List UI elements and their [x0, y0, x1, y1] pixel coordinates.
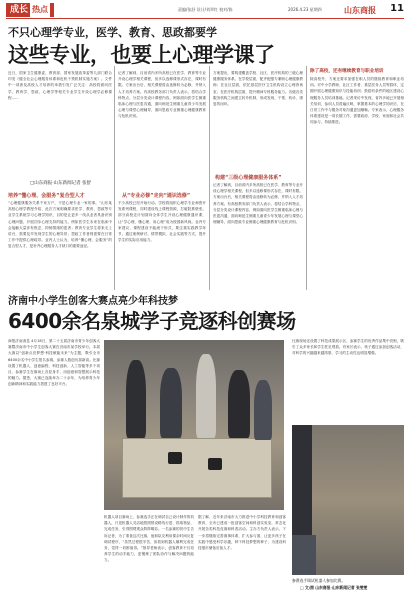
column-divider — [209, 66, 210, 290]
subhead-4: 除了高校，还有继续教育与职业培训 — [310, 69, 384, 74]
person-figure — [228, 370, 250, 438]
col3-text: 不少高校已经开始行动。学校将组织心理学专业师资开发系列课程，同时建设线上课程资源，打破院系壁垒。部分高校还计划面向全体学生开设心理健康通识课，让“学心理、懂心理、用心理”成为校园新风尚。业内专家建议，课程建设不能流于形式，要注重实践教学环节，通过案例研讨、情景模拟、社会实践等方式，提升学生的实际应用能力。 — [118, 201, 206, 243]
article1-col2 — [118, 70, 206, 190]
photo-caption: 参赛选手调试机器人参加比赛。 — [292, 578, 346, 583]
a2-col1-text: 商报济南消息 4月18日，第二十五届济南市青少年创客大赛暨济南市中小学生创客大赛在济南市某学校举行。本届大赛以“创新点亮梦想·科技赋能未来”为主题，吸引全市6400余名中小学生报名参赛，参赛人数创历届新高。比赛设置了机器人、创意编程、科技创新、人工智能等多个项目，参赛学生在赛场上各显身手，用创意和智慧展示科技的魅力。据悉，大赛已连续举办二十余年，为培养青少年创新精神和实践能力搭建了良好平台。 — [8, 339, 100, 387]
page-header — [6, 3, 404, 19]
person-figure — [160, 368, 182, 438]
column-divider — [306, 66, 307, 290]
person-figure — [126, 360, 146, 438]
person-figure — [196, 354, 216, 438]
col2-text: 记者了解到，目前省内多所高校已在医学、教育等专业开设心理学相关课程，但多以选修课形式存在，课时有限。方案出台后，相关课程将由选修转为必修，并纳入人才培养方案。有高校教务部门负责人表示，将结合学科特点，分层分类设计课程内容，例如面向医学生侧重临床心理与医患沟通，面向师范生侧重儿童青少年发展心理与课堂心理辅导，面向思政专业侧重心理健康教育与危机识别。 — [118, 71, 206, 119]
subhead-2: 从“专业必修”走向“通识选修” — [122, 193, 191, 199]
article1-col4a — [213, 70, 303, 170]
section-tag — [6, 3, 54, 17]
robot-competition-photo — [104, 340, 284, 510]
a2-col3-text: 据了解，近年来济南市大力推进中小学科技教育和创客教育，全市已建成一批创客空间和科创实验室，常态化开展各类科技竞赛和科普活动。主办方负责人表示，下一步将继续完善赛事体系，扩大参与面，让更多孩子在实践中感受科学乐趣，种下科技梦想的种子，为建设科技强市储备后备人才。 — [198, 515, 286, 551]
article1-col5 — [310, 76, 404, 288]
article1-col4b — [213, 182, 303, 288]
column-divider — [114, 66, 115, 290]
a2-col2-text: 机器人项目赛场上，参赛选手正在调试自己设计制作的机器人，只见机器人灵活地按照预设路线行进、抓取物品、完成任务，引得围观观众阵阵喝彩。一名参赛的初中生告诉记者，为了准备这次比赛，他和队友利用课余时间反复调试程序，“虽然过程很辛苦，但看到机器人顺利完成任务，觉得一切都值得。”指导老师表示，创客教育不仅培养学生的动手能力，更锻炼了团队协作与解决问题的能力。 — [104, 515, 194, 563]
robot-figure — [168, 452, 182, 464]
article1-col3 — [118, 200, 206, 288]
editor-meta: 责编/张舒 设计/刘翠红 校对/陈 — [178, 7, 233, 12]
students-photo — [292, 425, 404, 575]
article1-lead — [8, 70, 112, 180]
section-badge: 热点 — [30, 3, 50, 17]
photo-credit: □ 文/图 山东商报·山东新闻记者 张雯雯 — [300, 585, 368, 590]
a2-col4-text: 比赛现场还设置了科技成果展示区，参赛学生的优秀作品集中亮相，吸引了众多家长和学生驻足观看。有家长表示，孩子通过参加创客活动，对科学的兴趣越来越浓厚，学习的主动性也明显增强。 — [292, 339, 404, 356]
article1-headline: 这些专业，也要上心理学课了 — [8, 43, 275, 67]
col5-text: 除高校外，方案还要求加强在职人员的继续教育和职业培训。对中小学教师、社区工作者、基层医务人员等群体，定期开展心理健康知识与技能培训；鼓励有条件的地区建设心理服务人员培训基地。记者采访中发现，省内多地已开展相关培训，参训人员普遍反映，掌握基本的心理学知识后，在日常工作中与服务对象沟通更加顺畅。专家表示，心理服务体系建设是一项长期工作，需要政府、学校、家庭和社会共同参与，持续推进。 — [310, 77, 404, 125]
article2-col1 — [8, 338, 100, 598]
article2-kicker: 济南中小学生创客大赛点亮少年科技梦 — [8, 296, 178, 307]
article1-byline: □山东商报·山东新闻记者 张舒 — [30, 181, 92, 186]
section-name: 成长 — [10, 5, 29, 15]
article2-col2 — [104, 514, 194, 598]
robot-table — [122, 438, 272, 498]
subhead-3: 构建“三级心理健康服务体系” — [215, 175, 282, 181]
lead-paragraph: 近日，国家卫生健康委、教育部、国家发展改革委等九部门联合印发《健全社会心理服务体系和危机干预机制实施方案》。文件中一项涉及高校人才培养的举措引发广泛关注：高校将面向医学、教育学、思政、心理学等相关专业学生开设心理学必修课程…… — [8, 71, 112, 100]
person-figure — [292, 535, 316, 575]
article2-headline: 6400余名泉城学子竞逐科创赛场 — [8, 309, 296, 333]
page-number: 11 — [390, 3, 404, 14]
article2-col3 — [198, 514, 286, 598]
paper-name: 山东商报 — [344, 6, 376, 15]
col4b-text: 记者了解到，目前省内多所高校已在医学、教育等专业开设心理学相关课程，但多以选修课形式存在，课时有限。方案出台后，相关课程将由选修转为必修，并纳入人才培养方案。有高校教务部门负责人表示，将结合学科特点，分层分类设计课程内容，例如面向医学生侧重临床心理与医患沟通，面向师范生侧重儿童青少年发展心理与课堂心理辅导，面向思政专业侧重心理健康教育与危机识别。 — [213, 183, 303, 225]
person-figure — [254, 380, 272, 440]
col1-text: “心理健康服务关系千家万户，不是心理专业一家的事。”山东某高校心理学教授介绍，此次方案明确要求医学、教育、思政等专业学生系统学习心理学知识，目的是让更多一线从业者具备识别心理问题、开展初步心理支持的能力。例如医学生未来在临床中会接触大量伴有焦虑、抑郁情绪的患者；教育专业学生将来走上讲台，需要及早发现学生的心理异常；思政工作者则需要在日常工作中提供心理疏导。业内人士认为，培养“懂心理、会服务”的复合型人才，是补齐心理服务人才缺口的重要途径。 — [8, 201, 112, 249]
issue-date: 2026.4.23 星期四 — [288, 7, 322, 12]
col4-text: 方案提出，要构建覆盖学校、社区、医疗机构的三级心理健康服务体系。在学校层面，配齐配强专兼职心理健康教师；在社区层面，依托基层医疗卫生机构设立心理咨询室；在医疗机构层面，提升精神专科服务能力。各级各类服务机构之间建立转介机制，形成发现、干预、转诊、康复的闭环。 — [213, 71, 303, 107]
article1-col1 — [8, 200, 112, 288]
robot-figure — [208, 458, 222, 470]
subhead-1: 培养“懂心理、会服务”复合型人才 — [8, 193, 85, 199]
article1-kicker: 不只心理学专业，医学、教育、思政都要学 — [8, 26, 217, 39]
person-figure — [292, 425, 312, 535]
article2-col4 — [292, 338, 404, 422]
